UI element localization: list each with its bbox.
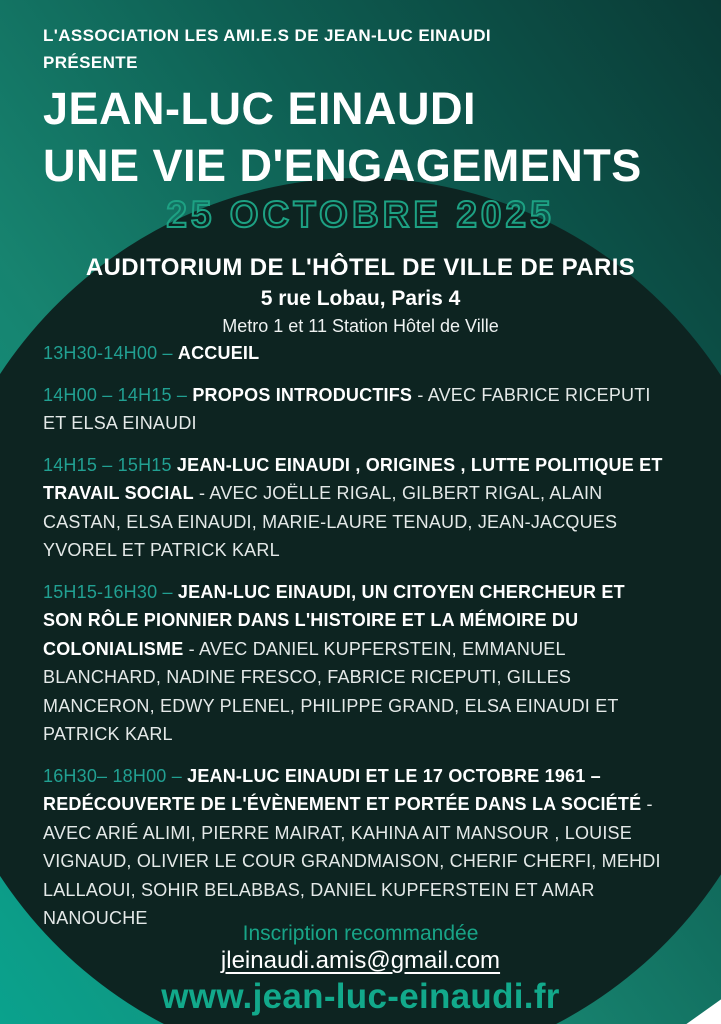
registration-note: Inscription recommandée	[242, 922, 479, 945]
venue-name: AUDITORIUM DE L'HÔTEL DE VILLE DE PARIS	[85, 254, 636, 281]
contact-email-link[interactable]: jleinaudi.amis@gmail.com	[220, 947, 501, 974]
schedule-session-title: PROPOS INTRODUCTIFS	[192, 384, 413, 405]
title-line-1: JEAN-LUC EINAUDI	[43, 83, 477, 134]
schedule-item-propos-introductifs	[43, 381, 663, 438]
title-line-2: UNE VIE D'ENGAGEMENTS	[43, 140, 642, 191]
schedule-speakers: - AVEC DANIEL KUPFERSTEIN, EMMANUEL BLANCHARD, NADINE FRESCO, FABRICE RICEPUTI, GILLES MANCERON, EDWY PLENEL, PHILIPPE GRAND, ELSA EINAUDI ET PATRICK KARL	[43, 638, 619, 744]
schedule-item-accueil	[43, 339, 663, 368]
footer-block	[0, 922, 721, 1019]
schedule-session-title: JEAN-LUC EINAUDI ET LE 17 OCTOBRE 1961 – REDÉCOUVERTE DE L'ÉVÈNEMENT ET PORTÉE DANS LA SOCIÉTÉ	[43, 765, 642, 814]
schedule-time: 14H15 – 15H15	[43, 454, 177, 475]
schedule-session-title: JEAN-LUC EINAUDI, UN CITOYEN CHERCHEUR ET SON RÔLE PIONNIER DANS L'HISTOIRE ET LA MÉMOIRE DU COLONIALISME	[43, 581, 625, 659]
schedule-speakers: - AVEC JOËLLE RIGAL, GILBERT RIGAL, ALAIN CASTAN, ELSA EINAUDI, MARIE-LAURE TENAUD, JEAN-JACQUES YVOREL ET PATRICK KARL	[43, 483, 618, 560]
venue-metro-info: Metro 1 et 11 Station Hôtel de Ville	[222, 316, 499, 336]
schedule-time: 14H00 – 14H15 –	[43, 384, 193, 405]
schedule-speakers: - AVEC FABRICE RICEPUTI ET ELSA EINAUDI	[43, 384, 651, 433]
schedule-time: 16H30– 18H00 –	[43, 765, 188, 786]
venue-block	[0, 252, 721, 339]
presenter-line-1: L'ASSOCIATION LES AMI.E.S DE JEAN-LUC EINAUDI	[43, 26, 492, 45]
schedule-item-origines-lutte-politique	[43, 451, 663, 565]
schedule-session-title: ACCUEIL	[177, 343, 260, 363]
venue-address: 5 rue Lobau, Paris 4	[260, 287, 461, 310]
schedule-speakers: - AVEC ARIÉ ALIMI, PIERRE MAIRAT, KAHINA AIT MANSOUR , LOUISE VIGNAUD, OLIVIER LE COUR GRANDMAISON, CHERIF CHERFI, MEHDI LALLAOUI, SOHIR BELABBAS, DANIEL KUPFERSTEIN ET AMAR NANOUCHE	[43, 794, 661, 928]
poster-title	[43, 80, 701, 194]
schedule-session-title: JEAN-LUC EINAUDI , ORIGINES , LUTTE POLITIQUE ET TRAVAIL SOCIAL	[43, 454, 663, 503]
presenter-block	[43, 22, 691, 76]
schedule-item-citoyen-chercheur	[43, 578, 663, 749]
event-date: 25 OCTOBRE 2025	[166, 194, 555, 235]
schedule-item-17-octobre-1961	[43, 762, 663, 933]
schedule-time: 15H15-16H30 –	[43, 581, 178, 602]
presenter-line-2: PRÉSENTE	[43, 53, 138, 72]
website-link[interactable]: www.jean-luc-einaudi.fr	[161, 977, 560, 1016]
schedule-list	[43, 339, 663, 946]
schedule-time: 13H30-14H00 –	[43, 343, 178, 363]
